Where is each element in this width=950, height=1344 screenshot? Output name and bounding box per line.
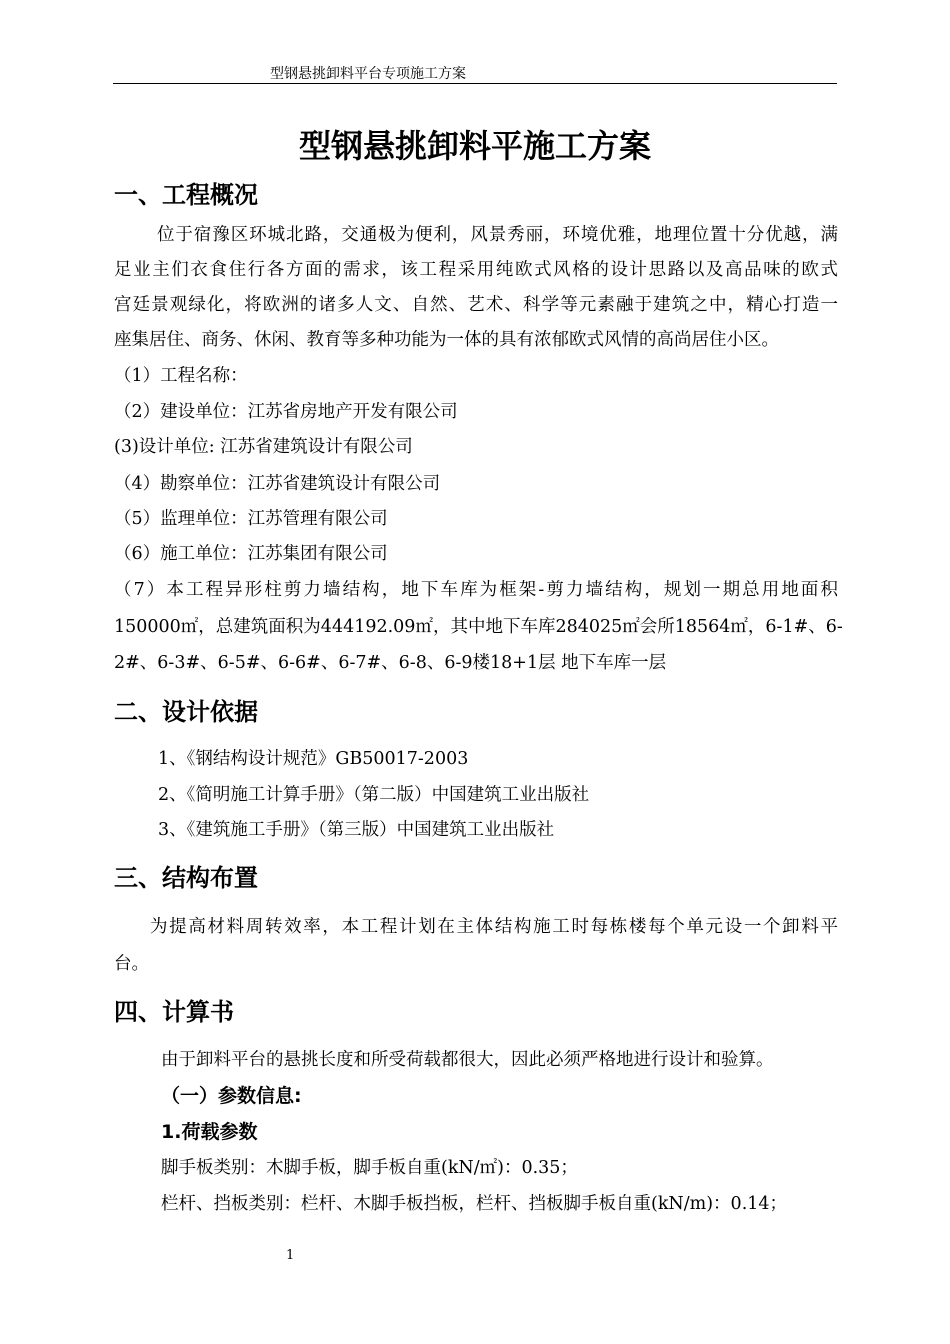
section-heading-basis: 二、设计依据 (114, 698, 258, 726)
layout-paragraph-line-2: 台。 (114, 954, 149, 974)
basis-item-3: 3、《建筑施工手册》（第三版）中国建筑工业出版社 (158, 820, 555, 840)
calc-subheading-load-parameters: 1.荷载参数 (161, 1121, 258, 1143)
overview-item-7-line-2: 150000㎡，总建筑面积为444192.09㎡，其中地下车库284025㎡会所18564㎡，6-1#、6- (114, 617, 843, 637)
overview-paragraph-line-3: 宫廷景观绿化，将欧洲的诸多人文、自然、艺术、科学等元素融于建筑之中，精心打造一 (114, 295, 838, 315)
layout-paragraph-line-1: 为提高材料周转效率，本工程计划在主体结构施工时每栋楼每个单元设一个卸料平 (150, 917, 838, 937)
section-heading-calc: 四、计算书 (114, 998, 234, 1026)
running-header: 型钢悬挑卸料平台专项施工方案 (270, 66, 466, 82)
calc-intro: 由于卸料平台的悬挑长度和所受荷载都很大，因此必须严格地进行设计和验算。 (161, 1050, 774, 1070)
calc-subheading-parameters: （一）参数信息: (161, 1085, 302, 1107)
overview-item-2: （2）建设单位：江苏省房地产开发有限公司 (114, 402, 458, 422)
calc-line-2: 栏杆、挡板类别：栏杆、木脚手板挡板，栏杆、挡板脚手板自重(kN/m)：0.14； (161, 1194, 788, 1214)
section-heading-overview: 一、工程概况 (114, 181, 258, 209)
overview-item-1: （1）工程名称： (114, 366, 248, 386)
document-title: 型钢悬挑卸料平施工方案 (298, 127, 651, 165)
overview-paragraph-line-4: 座集居住、商务、休闲、教育等多种功能为一体的具有浓郁欧式风情的高尚居住小区。 (114, 330, 779, 350)
section-heading-layout: 三、结构布置 (114, 864, 258, 892)
overview-item-7-line-1: （7）本工程异形柱剪力墙结构，地下车库为框架-剪力墙结构，规划一期总用地面积 (114, 580, 838, 600)
calc-line-1: 脚手板类别：木脚手板，脚手板自重(kN/㎡)：0.35； (161, 1158, 578, 1178)
overview-paragraph-line-2: 足业主们衣食住行各方面的需求，该工程采用纯欧式风格的设计思路以及高品味的欧式 (114, 260, 838, 280)
basis-item-2: 2、《简明施工计算手册》（第二版）中国建筑工业出版社 (158, 785, 590, 805)
overview-item-4: （4）勘察单位：江苏省建筑设计有限公司 (114, 474, 441, 494)
header-rule (113, 83, 837, 84)
overview-paragraph-line-1: 位于宿豫区环城北路，交通极为便利，风景秀丽，环境优雅，地理位置十分优越，满 (157, 225, 838, 245)
overview-item-6: （6）施工单位：江苏集团有限公司 (114, 544, 388, 564)
overview-item-3: (3)设计单位: 江苏省建筑设计有限公司 (114, 437, 413, 457)
basis-item-1: 1、《钢结构设计规范》GB50017-2003 (158, 749, 469, 769)
overview-item-7-line-3: 2#、6-3#、6-5#、6-6#、6-7#、6-8、6-9楼18+1层 地下车库一层 (114, 653, 667, 673)
page-number: 1 (286, 1248, 295, 1263)
overview-item-5: （5）监理单位：江苏管理有限公司 (114, 509, 388, 529)
